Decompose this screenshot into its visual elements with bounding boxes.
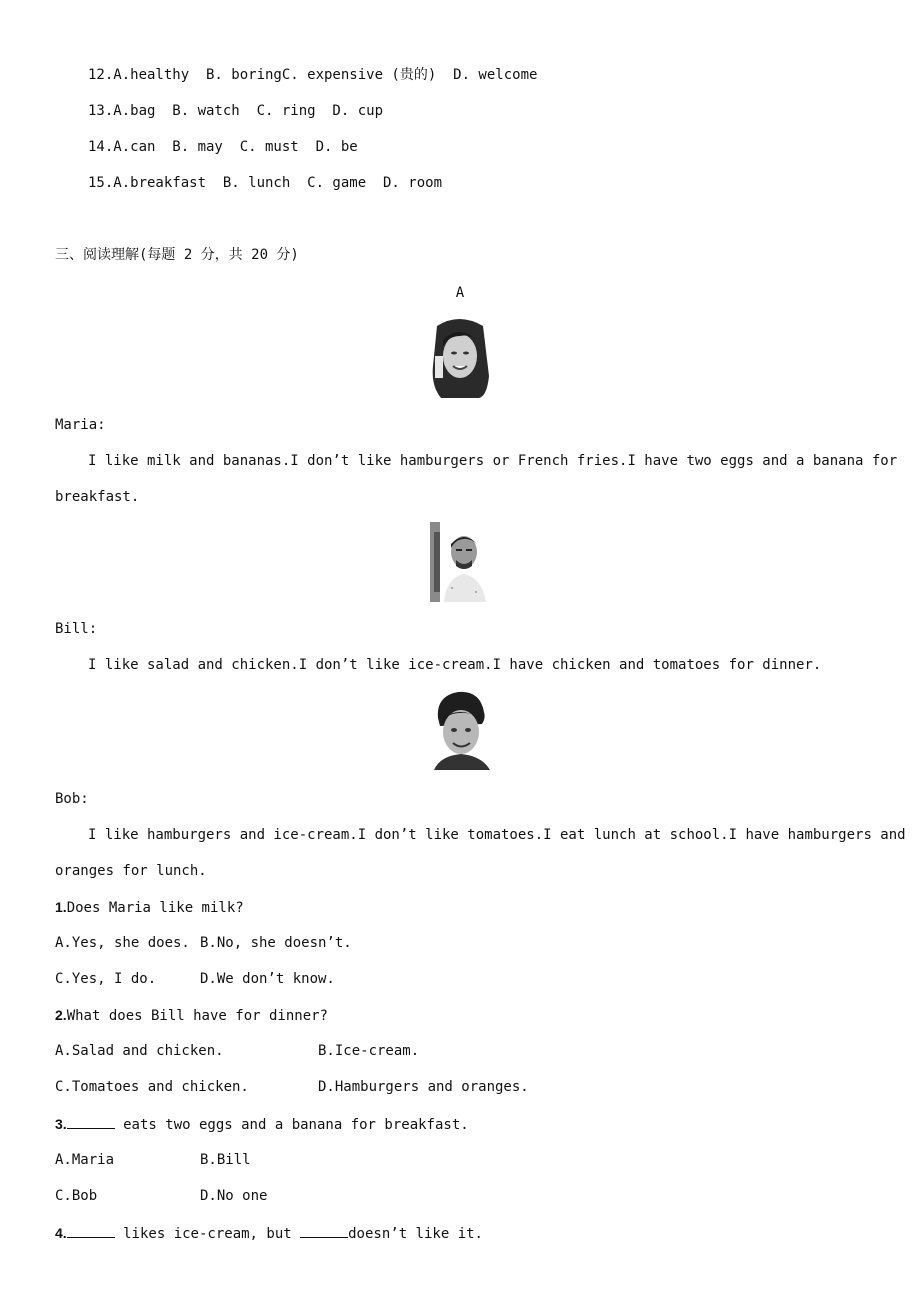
q1-option-b: B.No, she doesn’t. [200,935,352,951]
bill-text-line1: I like salad and chicken.I don’t like ice-cream.I have chicken and tomatoes for dinner. [88,657,822,673]
question-number: 4. [55,1225,67,1241]
q2-option-b: B.Ice-cream. [318,1043,420,1059]
q3-option-d: D.No one [200,1188,268,1204]
question-stem-part2: doesn’t like it. [348,1226,483,1242]
question-2 [55,1006,328,1025]
bob-text-line1: I like hamburgers and ice-cream.I don’t like tomatoes.I eat lunch at school.I have hamburgers and [88,827,906,843]
question-stem: Does Maria like milk? [66,900,244,916]
option-line-12: 12.A.healthy B. boringC. expensive (贵的) D. welcome [88,67,538,83]
q2-option-d: D.Hamburgers and oranges. [318,1079,529,1095]
option-line-15: 15.A.breakfast B. lunch C. game D. room [88,175,443,191]
bob-text-line2: oranges for lunch. [55,863,207,879]
bill-photo [430,522,490,602]
option-line-14: 14.A.can B. may C. must D. be [88,139,358,155]
maria-photo [429,316,491,398]
q1-option-d: D.We don’t know. [200,971,335,987]
q3-option-a: A.Maria [55,1152,115,1168]
question-stem: eats two eggs and a banana for breakfast. [114,1117,469,1133]
question-stem: What does Bill have for dinner? [66,1008,328,1024]
question-4 [55,1224,483,1243]
passage-label: A [455,285,465,301]
section-title: 三、阅读理解(每题 2 分，共 20 分) [55,247,299,263]
q2-option-a: A.Salad and chicken. [55,1043,224,1059]
question-1 [55,898,244,917]
q1-option-a: A.Yes, she does. [55,935,190,951]
q3-option-c: C.Bob [55,1188,98,1204]
person-name-maria: Maria: [55,417,106,433]
question-stem-part1: likes ice-cream, but [114,1226,301,1242]
question-number: 1. [55,899,67,915]
question-number: 3. [55,1116,67,1132]
question-number: 2. [55,1007,67,1023]
person-name-bill: Bill: [55,621,98,637]
option-line-13: 13.A.bag B. watch C. ring D. cup [88,103,384,119]
answer-blank-1[interactable] [67,1224,115,1238]
q2-option-c: C.Tomatoes and chicken. [55,1079,249,1095]
answer-blank[interactable] [67,1115,115,1129]
question-3 [55,1115,469,1134]
q3-option-b: B.Bill [200,1152,251,1168]
person-name-bob: Bob: [55,791,89,807]
maria-text-line2: breakfast. [55,489,140,505]
q1-option-c: C.Yes, I do. [55,971,157,987]
maria-text-line1: I like milk and bananas.I don’t like hamburgers or French fries.I have two eggs and a banana for [88,453,898,469]
answer-blank-2[interactable] [300,1224,348,1238]
bob-photo [430,688,492,770]
